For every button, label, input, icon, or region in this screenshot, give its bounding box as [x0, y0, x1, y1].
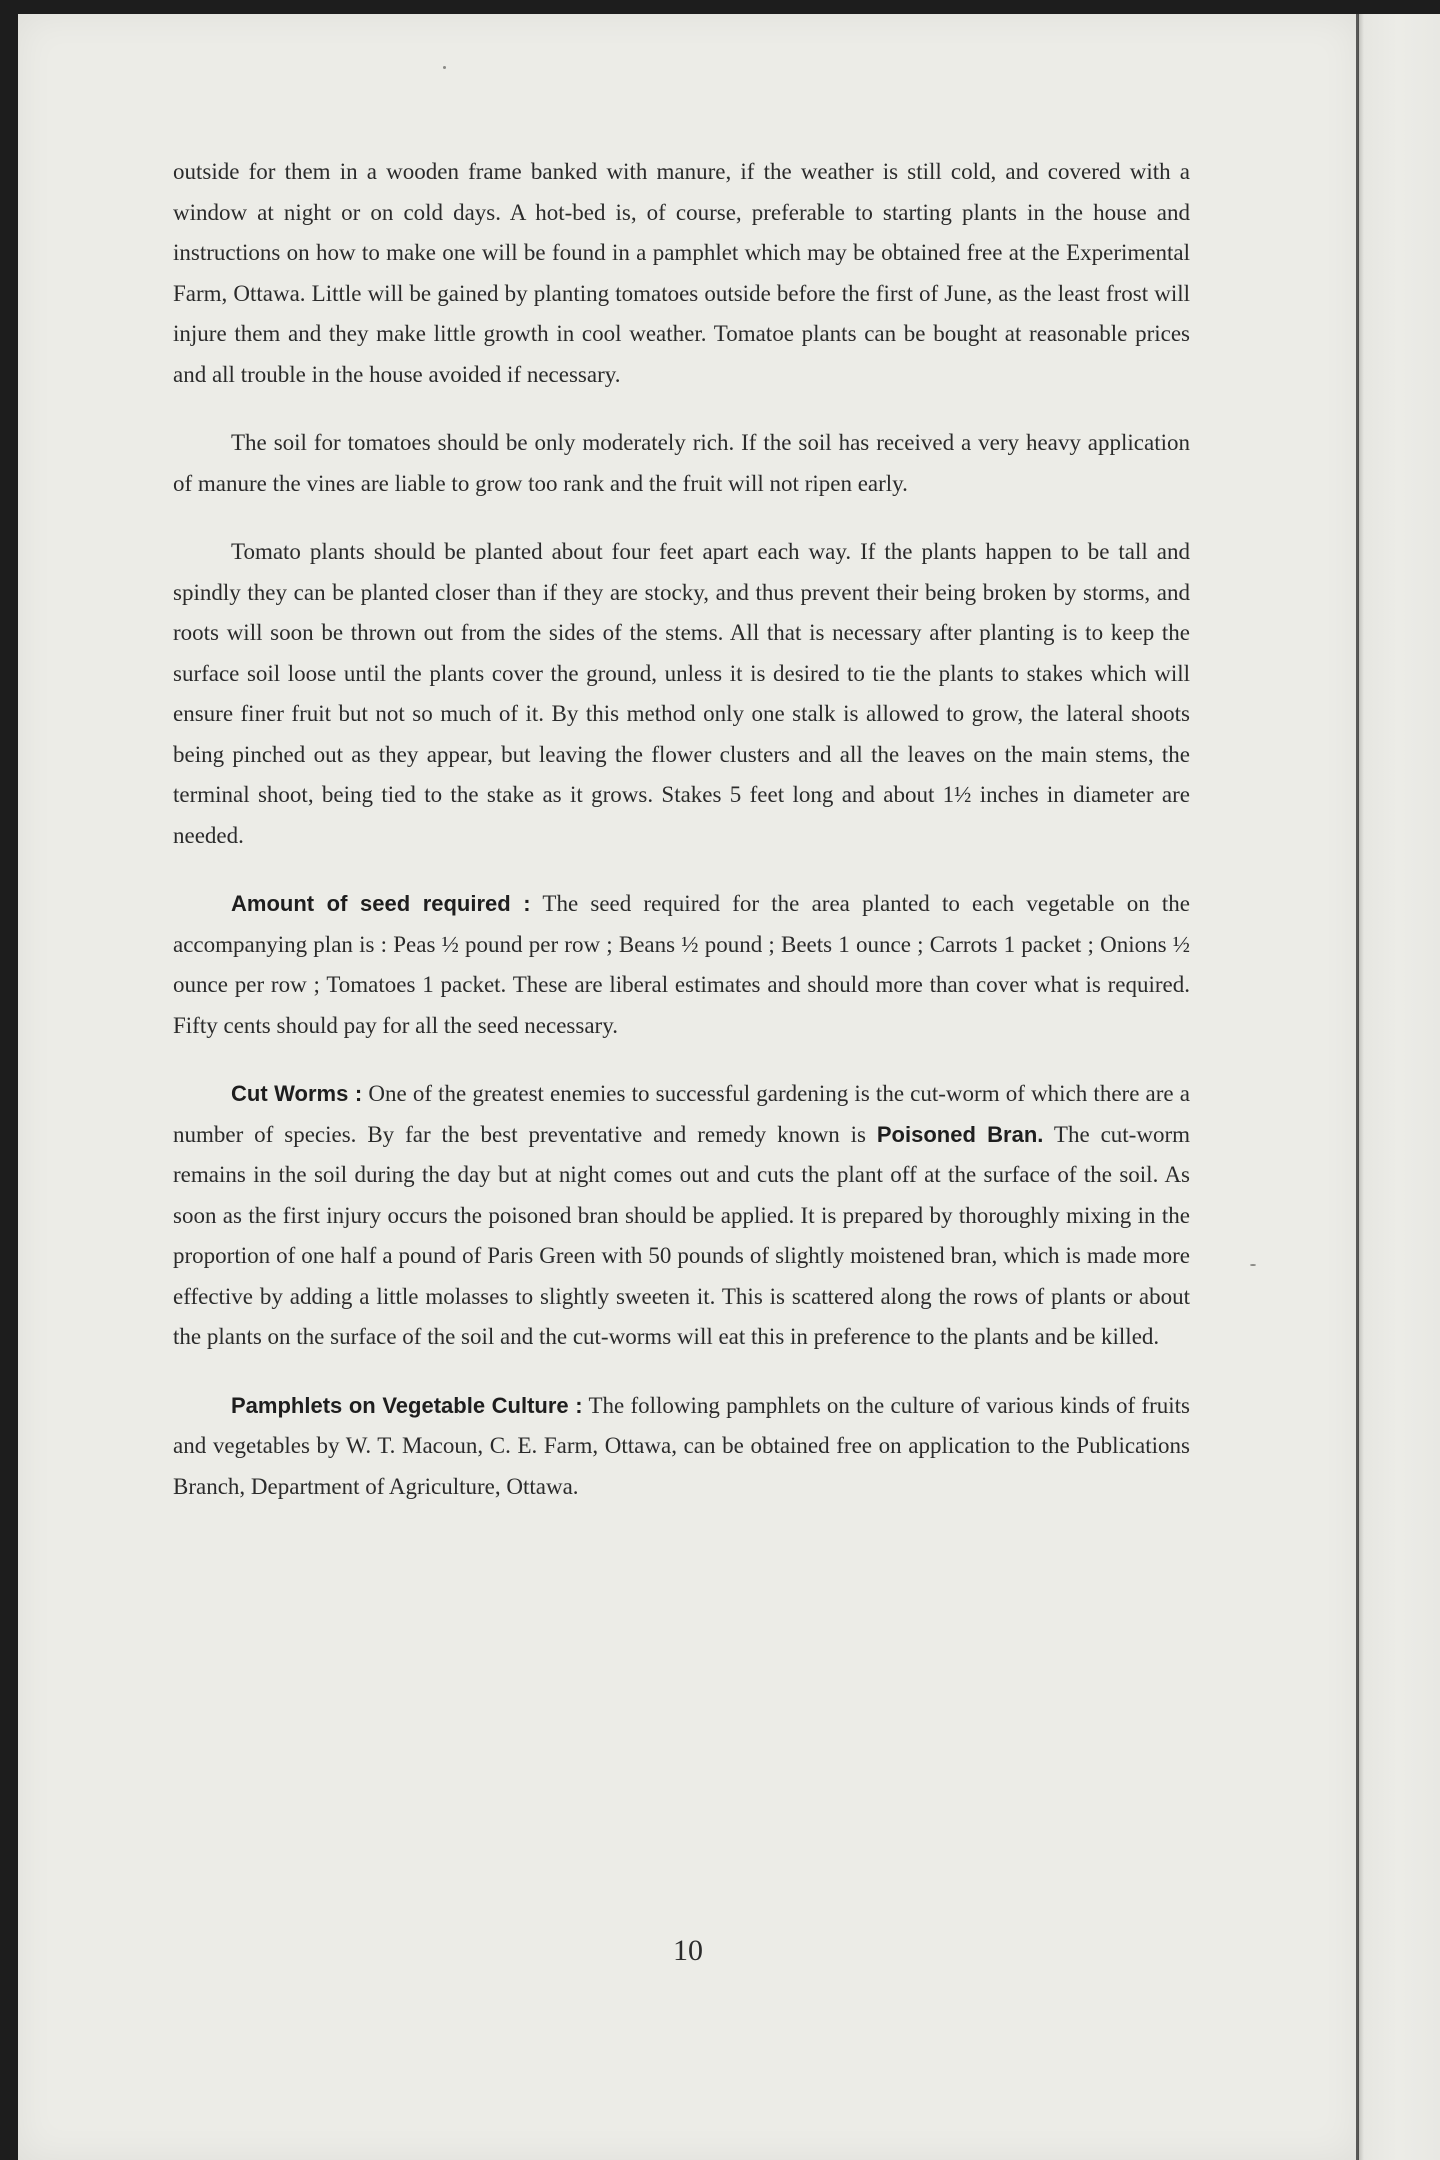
paragraph-planting: Tomato plants should be planted about four feet apart each way. If the plants happen to be tall and spindly they can be planted closer than if they are stocky, and thus prevent their being broken by storms, and roots will soon be thrown out from the sides of the stems. All that is necessary after planting is to keep the surface soil loose until the plants cover the ground, unless it is desired to tie the plants to stakes which will ensure finer fruit but not so much of it. By this method only one stalk is allowed to grow, the lateral shoots being pinched out as they appear, but leaving the flower clusters and all the leaves on the main stems, the terminal shoot, being tied to the stake as it grows. Stakes 5 feet long and about 1½ inches in diameter are needed.: [173, 539, 1190, 848]
paragraph-seed-required: [173, 884, 1190, 1046]
paragraph-hotbed: outside for them in a wooden frame banked with manure, if the weather is still cold, and covered with a window at night or on cold days. A hot-bed is, of course, preferable to starting plants in the house and instructions on how to make one will be found in a pamphlet which may be obtained free at the Experimental Farm, Ottawa. Little will be gained by planting tomatoes outside before the first of June, as the least frost will injure them and they make little growth in cool weather. Tomatoe plants can be bought at reasonable prices and all trouble in the house avoided if necessary.: [173, 159, 1190, 387]
cut-worms-text-part1: One of the greatest enemies to successful gardening is the cut-worm of which there are a number of species. By far the best preventative and remedy known is: [173, 1081, 1190, 1147]
pamphlets-text: The following pamphlets on the culture of various kinds of fruits and vegetables by W. T. Macoun, C. E. Farm, Ottawa, can be obtained free on application to the Publications Branch, Department of Agriculture, Ottawa.: [173, 1392, 1190, 1499]
heading-seed-required: Amount of seed required :: [231, 891, 531, 916]
heading-pamphlets: Pamphlets on Vegetable Culture :: [231, 1392, 583, 1418]
poisoned-bran-term: Poisoned Bran.: [876, 1121, 1044, 1147]
heading-cut-worms: Cut Worms :: [231, 1081, 363, 1106]
paragraph-cut-worms: [173, 1074, 1190, 1358]
seed-required-text: The seed required for the area planted to each vegetable on the accompanying plan is : Peas ½ pound per row ; Beans ½ pound ; Beets 1 ounce ; Carrots 1 packet ; Onions ½ ounce per row ; Tomatoes 1 packet. These are liberal estimates and should more than cover what is required. Fifty cents should pay for all the seed necessary.: [173, 891, 1190, 1038]
cut-worms-text-part2: The cut-worm remains in the soil during the day but at night comes out and cuts the plant off at the surface of the soil. As soon as the first injury occurs the poisoned bran should be applied. It is prepared by thoroughly mixing in the proportion of one half a pound of Paris Green with 50 pounds of slightly moistened bran, which is made more effective by adding a little molasses to slightly sweeten it. This is scattered along the rows of plants or about the plants on the surface of the soil and the cut-worms will eat this in preference to the plants and be killed.: [173, 1121, 1190, 1349]
body-text: [173, 152, 1190, 1535]
paper-speck: [443, 66, 446, 69]
document-page: [18, 14, 1358, 2160]
page-spine: [1356, 14, 1359, 2160]
adjacent-page-edge: [1358, 14, 1440, 2160]
paragraph-pamphlets: [173, 1386, 1190, 1508]
paper-speck: [1250, 1264, 1256, 1266]
paragraph-soil: The soil for tomatoes should be only moderately rich. If the soil has received a very heavy application of manure the vines are liable to grow too rank and the fruit will not ripen early.: [173, 430, 1190, 496]
page-number: 10: [673, 1934, 703, 1967]
